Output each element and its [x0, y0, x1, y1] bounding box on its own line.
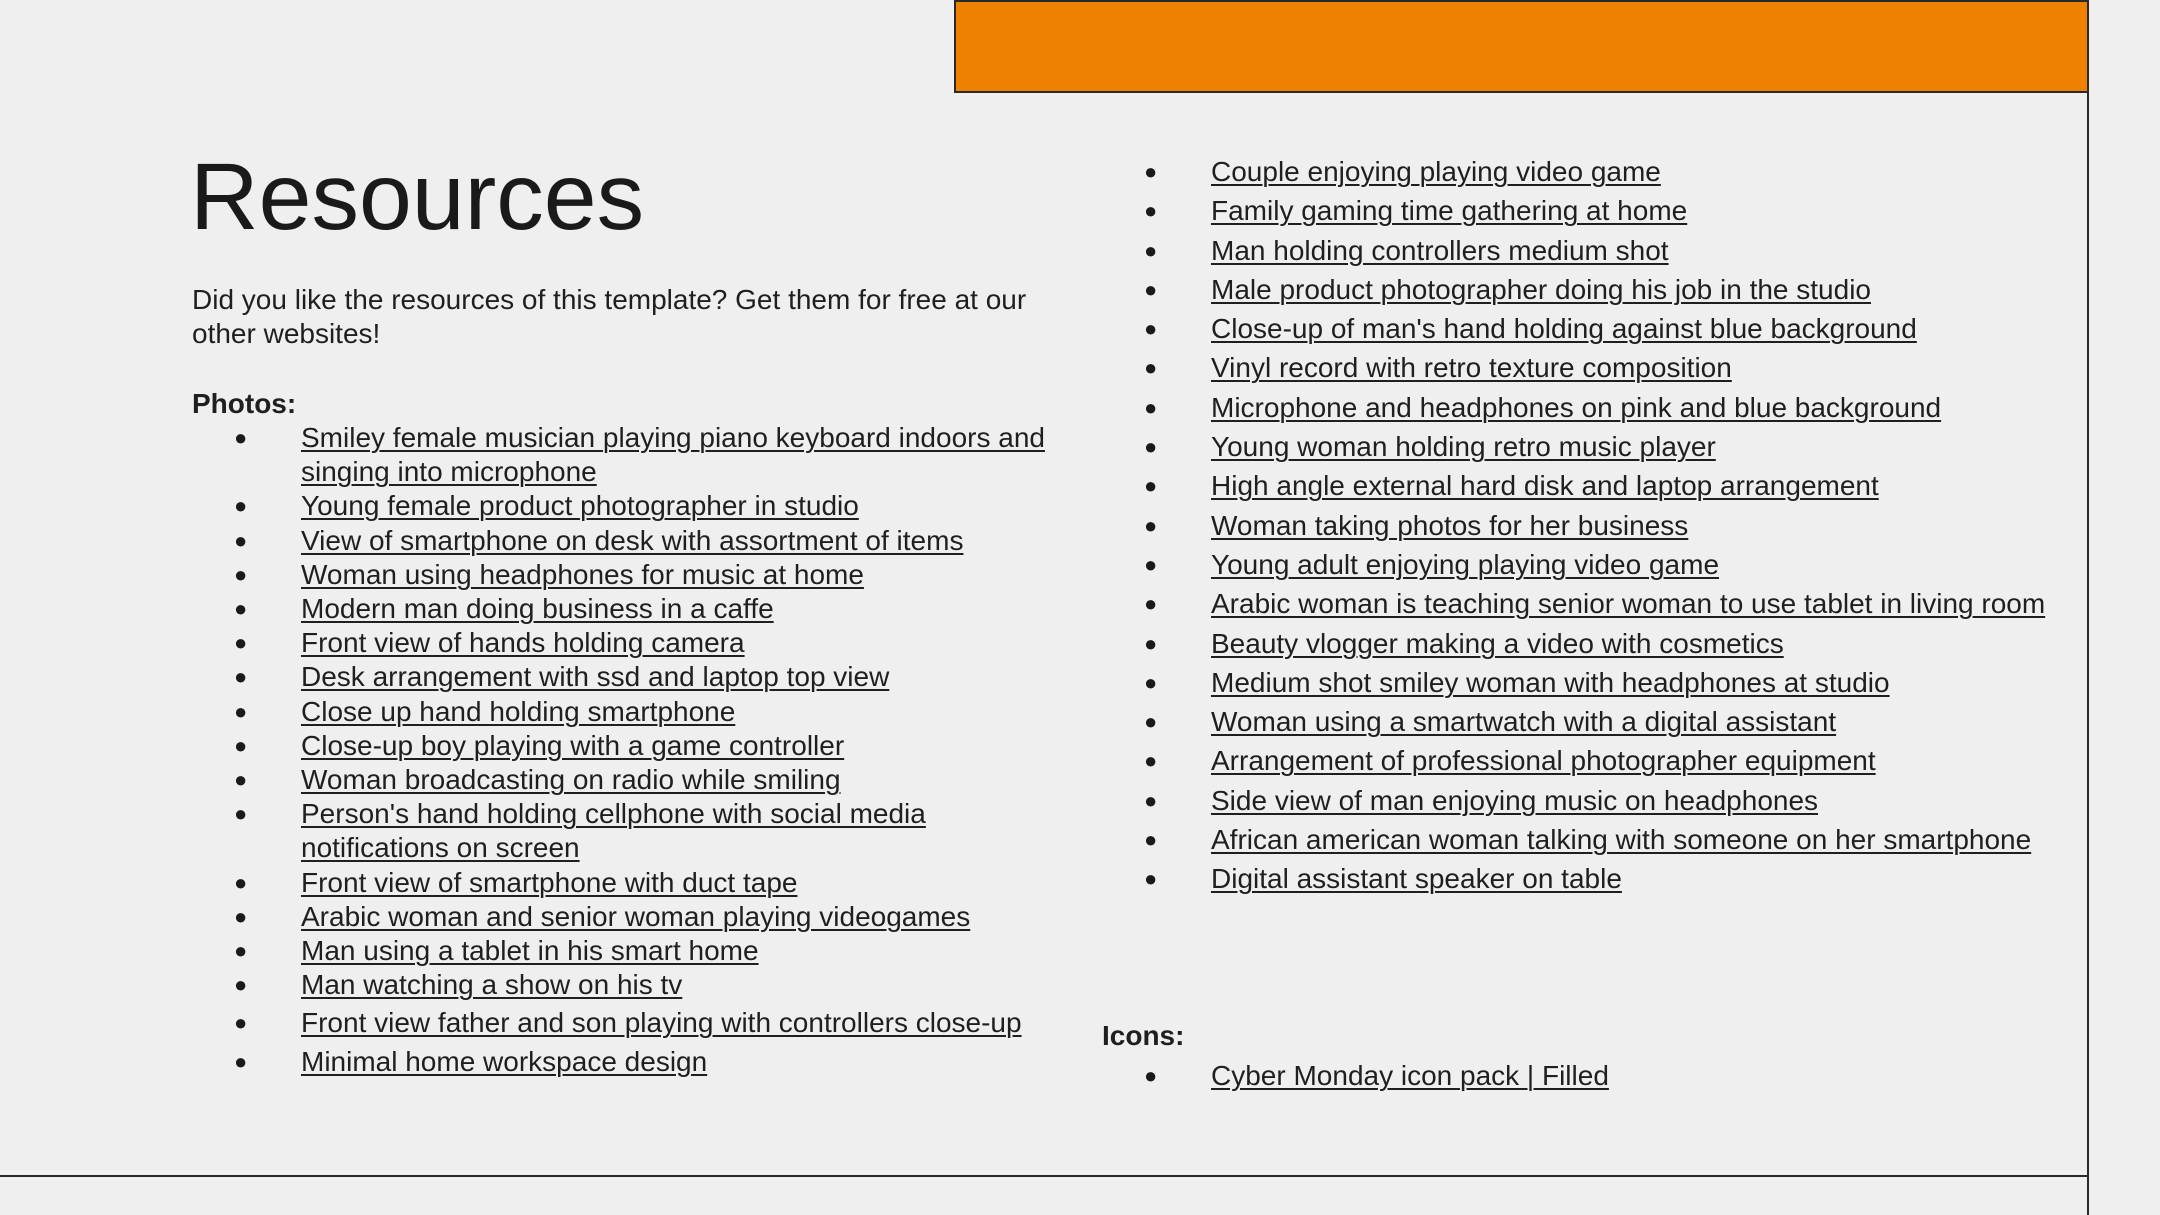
list-item [1102, 741, 2082, 780]
photos-list-left [192, 421, 1072, 1079]
list-item [1102, 309, 2082, 348]
resource-link[interactable]: Microphone and headphones on pink and blue background [1211, 391, 1942, 423]
resource-link[interactable]: Arabic woman is teaching senior woman to use tablet in living room [1211, 588, 2046, 620]
icons-list [1102, 1056, 2082, 1095]
list-item [192, 900, 1072, 934]
resource-link[interactable]: Modern man doing business in a caffe [301, 593, 774, 625]
resource-link[interactable]: Young adult enjoying playing video game [1211, 548, 1720, 580]
list-item [192, 763, 1072, 797]
list-item [1102, 820, 2082, 859]
photos-list-right [1102, 152, 2082, 899]
resource-link[interactable]: Young woman holding retro music player [1211, 431, 1716, 463]
resource-link[interactable]: Woman taking photos for her business [1211, 509, 1689, 541]
bottom-divider-line [0, 1175, 2089, 1177]
list-item [192, 558, 1072, 592]
resource-link[interactable]: Medium shot smiley woman with headphones at studio [1211, 666, 1890, 698]
list-item [192, 524, 1072, 558]
list-item [1102, 506, 2082, 545]
list-item [192, 797, 1072, 865]
resource-link[interactable]: Side view of man enjoying music on headphones [1211, 784, 1819, 816]
list-item [1102, 584, 2082, 623]
list-item [192, 934, 1072, 968]
resource-link[interactable]: Digital assistant speaker on table [1211, 863, 1622, 895]
resource-link[interactable]: Minimal home workspace design [301, 1045, 708, 1077]
resource-link[interactable]: Man watching a show on his tv [301, 969, 683, 1001]
resource-link[interactable]: Man using a tablet in his smart home [301, 935, 759, 967]
list-item [1102, 388, 2082, 427]
resource-link[interactable]: Front view of hands holding camera [301, 627, 745, 659]
list-item [1102, 781, 2082, 820]
list-item [192, 660, 1072, 694]
list-item [1102, 466, 2082, 505]
list-item [192, 592, 1072, 626]
right-divider-line [2087, 0, 2089, 1215]
icons-heading: Icons: [1102, 1020, 1185, 1051]
resource-link[interactable]: View of smartphone on desk with assortment of items [301, 524, 964, 556]
list-item [192, 729, 1072, 763]
list-item [1102, 348, 2082, 387]
list-item [1102, 663, 2082, 702]
photos-heading: Photos: [192, 388, 297, 419]
intro-text: Did you like the resources of this template? Get them for free at our other websites! [192, 284, 1027, 349]
list-item [1102, 270, 2082, 309]
resource-link[interactable]: African american woman talking with someone on her smartphone [1211, 824, 2032, 856]
list-item [1102, 1056, 2082, 1095]
list-item [1102, 427, 2082, 466]
page-title: Resources [190, 144, 645, 250]
list-item [1102, 624, 2082, 663]
resource-link[interactable]: Smiley female musician playing piano keyboard indoors and singing into microphone [301, 422, 1045, 488]
list-item [192, 1006, 1072, 1040]
resource-link[interactable]: Person's hand holding cellphone with social media notifications on screen [301, 798, 926, 864]
list-item [192, 626, 1072, 660]
list-item [1102, 191, 2082, 230]
list-item [192, 421, 1072, 489]
orange-accent-bar [954, 0, 2089, 93]
resource-link[interactable]: Male product photographer doing his job in the studio [1211, 273, 1871, 305]
list-item [192, 1045, 1072, 1079]
resource-link[interactable]: Man holding controllers medium shot [1211, 234, 1669, 266]
resource-link[interactable]: Cyber Monday icon pack | Filled [1211, 1060, 1609, 1091]
resource-link[interactable]: Close-up boy playing with a game controller [301, 729, 845, 761]
list-item [192, 866, 1072, 900]
resource-link[interactable]: Woman using headphones for music at home [301, 558, 864, 590]
list-item [192, 695, 1072, 729]
resource-link[interactable]: High angle external hard disk and laptop arrangement [1211, 470, 1879, 502]
resource-link[interactable]: Arabic woman and senior woman playing videogames [301, 900, 971, 932]
list-item [192, 489, 1072, 523]
resource-link[interactable]: Woman broadcasting on radio while smiling [301, 764, 841, 796]
list-item [192, 968, 1072, 1002]
resource-link[interactable]: Couple enjoying playing video game [1211, 156, 1661, 187]
resource-link[interactable]: Vinyl record with retro texture composition [1211, 352, 1732, 384]
list-item [1102, 702, 2082, 741]
list-item [1102, 152, 2082, 191]
resource-link[interactable]: Young female product photographer in studio [301, 490, 859, 522]
list-item [1102, 859, 2082, 898]
resource-link[interactable]: Arrangement of professional photographer equipment [1211, 745, 1876, 777]
resource-link[interactable]: Front view father and son playing with controllers close-up [301, 1007, 1022, 1039]
resource-link[interactable]: Family gaming time gathering at home [1211, 195, 1688, 227]
resource-link[interactable]: Desk arrangement with ssd and laptop top view [301, 661, 890, 693]
resource-link[interactable]: Front view of smartphone with duct tape [301, 866, 798, 898]
resource-link[interactable]: Beauty vlogger making a video with cosmetics [1211, 627, 1784, 659]
resource-link[interactable]: Close up hand holding smartphone [301, 695, 736, 727]
resource-link[interactable]: Close-up of man's hand holding against blue background [1211, 313, 1917, 345]
list-item [1102, 545, 2082, 584]
list-item [1102, 231, 2082, 270]
resource-link[interactable]: Woman using a smartwatch with a digital assistant [1211, 706, 1837, 738]
